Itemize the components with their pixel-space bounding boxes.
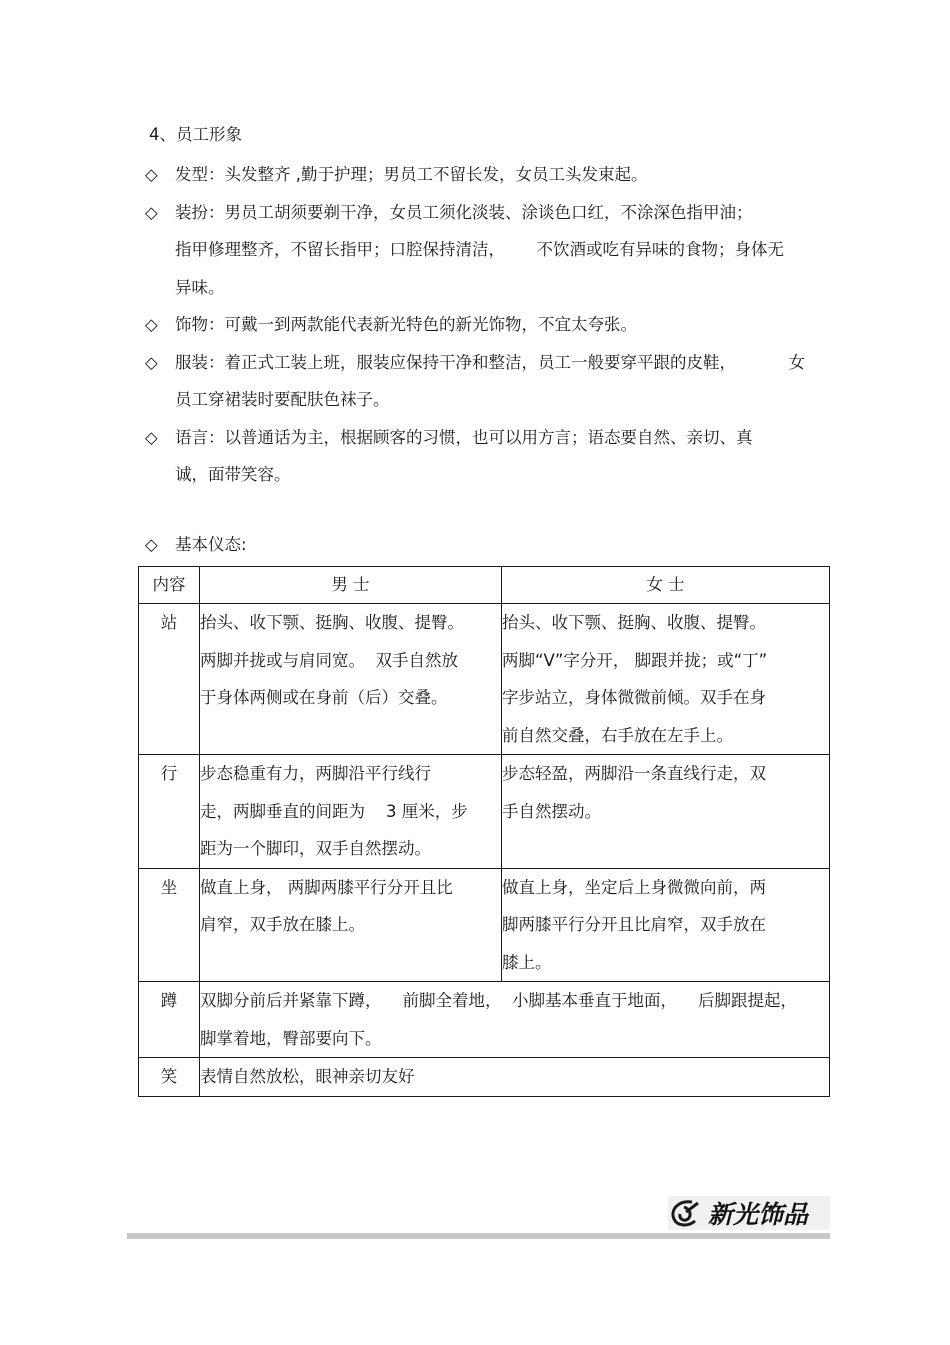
table-row — [139, 604, 830, 755]
diamond-bullet-icon: ◇ — [145, 535, 158, 554]
appearance-bullet-list — [145, 156, 845, 494]
posture-heading — [145, 531, 247, 559]
cell-line: 步态稳重有力，两脚沿平行线行 — [200, 764, 431, 783]
diamond-bullet-icon: ◇ — [145, 315, 158, 334]
bullet-line: 装扮：男员工胡须要剃干净，女员工须化淡装、涂谈色口红，不涂深色指甲油； — [175, 202, 753, 222]
bullet-line: 指甲修理整齐，不留长指甲；口腔保持清洁， 不饮酒或吃有异味的食物；身体无 — [175, 240, 784, 259]
bullet-line: 异味。 — [175, 277, 225, 297]
header-content: 内容 — [139, 567, 200, 604]
wide-cell — [200, 1058, 830, 1097]
cell-line: 膝上。 — [502, 952, 552, 972]
row-label: 笑 — [139, 1058, 200, 1097]
row-label: 蹲 — [139, 982, 200, 1058]
logo-text: 新光饰品 — [708, 1200, 809, 1229]
male-cell — [200, 755, 502, 869]
table-row — [139, 868, 830, 982]
diamond-bullet-icon: ◇ — [145, 165, 158, 184]
cell-line: 于身体两侧或在身前（后）交叠。 — [200, 688, 448, 707]
diamond-bullet-icon: ◇ — [145, 427, 158, 447]
cell-line: 双脚分前后并紧靠下蹲， 前脚全着地， 小脚基本垂直于地面， 后脚跟提起， — [200, 991, 797, 1010]
cell-line: 脚两膝平行分开且比肩窄，双手放在 — [502, 915, 766, 934]
section-title: 4、员工形象 — [149, 125, 242, 144]
header-female: 女 士 — [502, 567, 830, 604]
posture-table — [138, 566, 830, 1097]
bullet-attire — [145, 344, 845, 419]
female-cell — [502, 604, 830, 755]
bullet-line: 语言：以普通话为主，根据顾客的习惯，也可以用方言；语态要自然、亲切、真 — [175, 427, 753, 447]
bullet-line: 饰物：可戴一到两款能代表新光特色的新光饰物，不宜太夸张。 — [175, 315, 637, 334]
row-label: 行 — [139, 755, 200, 869]
header-male: 男 士 — [200, 567, 502, 604]
bullet-language — [145, 419, 845, 494]
table-header-row — [139, 567, 830, 604]
bullet-line: 诚，面带笑容。 — [175, 465, 291, 484]
cell-line: 步态轻盈，两脚沿一条直线行走，双 — [502, 764, 766, 783]
bullet-accessories — [145, 306, 845, 344]
cell-line: 肩窄，双手放在膝上。 — [200, 915, 365, 934]
wide-cell — [200, 982, 830, 1058]
cell-line: 手自然摆动。 — [502, 801, 601, 821]
female-cell — [502, 868, 830, 982]
female-cell — [502, 755, 830, 869]
row-label: 坐 — [139, 868, 200, 982]
male-cell — [200, 868, 502, 982]
row-label: 站 — [139, 604, 200, 755]
table-row — [139, 982, 830, 1058]
footer-divider — [127, 1233, 830, 1239]
cell-line: 做直上身， 两脚两膝平行分开且比 — [200, 877, 453, 897]
cell-line: 前自然交叠，右手放在左手上。 — [502, 725, 733, 745]
cell-line: 抬头、收下颚、挺胸、收腹、提臀。 — [200, 613, 464, 632]
cell-line: 字步站立，身体微微前倾。双手在身 — [502, 688, 766, 707]
table-row — [139, 1058, 830, 1097]
bullet-line: 发型：头发整齐 ,勤于护理；男员工不留长发，女员工头发束起。 — [175, 165, 648, 184]
diamond-bullet-icon: ◇ — [145, 352, 158, 372]
cell-line: 脚掌着地，臀部要向下。 — [200, 1028, 382, 1048]
cell-line: 距为一个脚印，双手自然摆动。 — [200, 839, 431, 858]
bullet-line: 员工穿裙装时要配肤色袜子。 — [175, 390, 390, 409]
bullet-line: 服装：着正式工装上班，服装应保持干净和整洁，员工一般要穿平跟的皮鞋， 女 — [175, 352, 805, 372]
cell-line: 表情自然放松，眼神亲切友好 — [200, 1067, 415, 1086]
cell-line: 走，两脚垂直的间距为 3 厘米，步 — [200, 801, 468, 821]
posture-heading-text: 基本仪态: — [175, 535, 247, 554]
cell-line: 做直上身，坐定后上身微微向前，两 — [502, 877, 766, 897]
male-cell — [200, 604, 502, 755]
table-row — [139, 755, 830, 869]
diamond-bullet-icon: ◇ — [145, 202, 158, 222]
bullet-grooming — [145, 194, 845, 307]
cell-line: 两脚并拢或与肩同宽。 双手自然放 — [200, 650, 458, 670]
xinguang-flower-logo-icon — [668, 1196, 830, 1230]
cell-line: 抬头、收下颚、挺胸、收腹、提臀。 — [502, 613, 766, 632]
cell-line: 两脚“V”字分开， 脚跟并拢；或“丁” — [502, 650, 768, 670]
bullet-hairstyle — [145, 156, 845, 194]
